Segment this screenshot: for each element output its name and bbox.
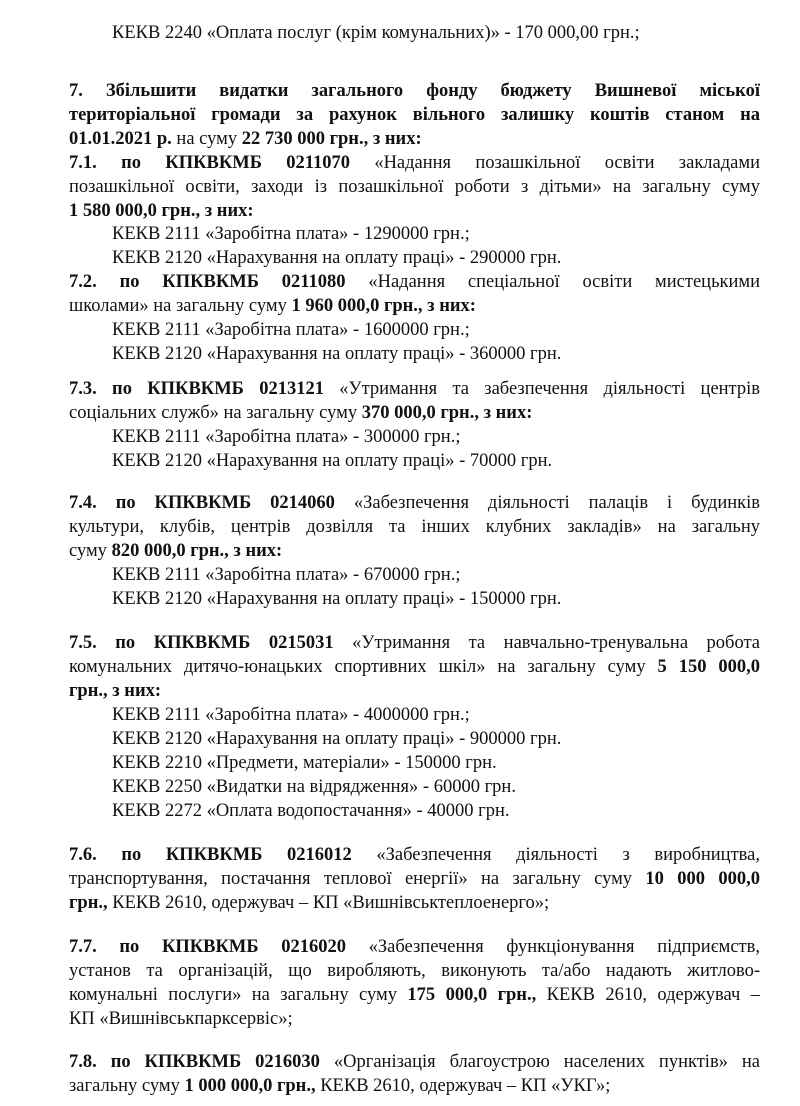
item-7-6-sum-amount: 10 000 000,0 xyxy=(645,869,761,889)
item-7-6-line-1: 7.6. по КПКВКМБ 0216012 «Забезпечення діяльності з виробництва, xyxy=(69,845,760,865)
section-7-heading-line-3: 01.01.2021 р. на суму 22 730 000 грн., з них: xyxy=(69,129,422,149)
item-7-6-line-2: транспортування, постачання теплової енергії» на загальну суму 10 000 000,0 xyxy=(69,869,761,889)
item-7-4-line-2: культури, клубів, центрів дозвілля та інших клубних закладів» на загальну xyxy=(69,517,760,537)
item-7-7-line-3: комунальні послуги» на загальну суму 175 000,0 грн., КЕКВ 2610, одержувач – xyxy=(69,985,760,1005)
item-7-4-line-3: суму 820 000,0 грн., з них: xyxy=(69,541,283,561)
item-7-5-kekv-1: КЕКВ 2111 «Заробітна плата» - 4000000 грн.; xyxy=(112,705,470,725)
item-7-1-kekv-1: КЕКВ 2111 «Заробітна плата» - 1290000 грн.; xyxy=(112,224,470,244)
item-7-1-sum: 1 580 000,0 грн., з них: xyxy=(69,201,254,221)
item-7-8-sum: 1 000 000,0 грн., xyxy=(184,1076,316,1096)
item-7-6-code: 7.6. по КПКВКМБ 0216012 xyxy=(69,845,352,865)
section-7-heading-line-2: територіальної громади за рахунок вільного залишку коштів станом на xyxy=(69,105,760,125)
item-7-2-line-2: школами» на загальну суму 1 960 000,0 грн., з них: xyxy=(69,296,476,316)
item-7-8-line-2: загальну суму 1 000 000,0 грн., КЕКВ 2610, одержувач – КП «УКГ»; xyxy=(69,1076,611,1096)
item-7-5-sum-amount: 5 150 000,0 xyxy=(657,657,760,677)
item-7-8-line-1: 7.8. по КПКВКМБ 0216030 «Організація благоустрою населених пунктів» на xyxy=(69,1052,760,1072)
item-7-7-line-1: 7.7. по КПКВКМБ 0216020 «Забезпечення функціонування підприємств, xyxy=(69,937,760,957)
kekv-2240-line: КЕКВ 2240 «Оплата послуг (крім комунальних)» - 170 000,00 грн.; xyxy=(112,23,640,43)
item-7-4-sum: 820 000,0 грн., з них: xyxy=(111,541,283,561)
item-7-5-line-3 xyxy=(69,679,161,703)
item-7-7-code: 7.7. по КПКВКМБ 0216020 xyxy=(69,937,347,957)
item-7-5-kekv-5: КЕКВ 2272 «Оплата водопостачання» - 40000 грн. xyxy=(112,801,510,821)
item-7-2-kekv-1: КЕКВ 2111 «Заробітна плата» - 1600000 грн.; xyxy=(112,320,470,340)
item-7-7-line-4: КП «Вишнівськпарксервіс»; xyxy=(69,1009,293,1029)
item-7-3-kekv-2: КЕКВ 2120 «Нарахування на оплату праці» - 70000 грн. xyxy=(112,451,553,471)
item-7-3-line-1: 7.3. по КПКВКМБ 0213121 «Утримання та забезпечення діяльності центрів xyxy=(69,379,760,399)
item-7-2-code: 7.2. по КПКВКМБ 0211080 xyxy=(69,272,346,292)
item-7-8-code: 7.8. по КПКВКМБ 0216030 xyxy=(69,1052,320,1072)
item-7-1-line-3 xyxy=(69,199,254,223)
item-7-4-line-1: 7.4. по КПКВКМБ 0214060 «Забезпечення діяльності палаців і будинків xyxy=(69,493,761,513)
item-7-1-code: 7.1. по КПКВКМБ 0211070 xyxy=(69,153,350,173)
item-7-1-line-1: 7.1. по КПКВКМБ 0211070 «Надання позашкільної освіти закладами xyxy=(69,153,760,173)
item-7-7-sum: 175 000,0 грн., xyxy=(407,985,537,1005)
total-sum: 22 730 000 грн., з них: xyxy=(241,129,422,149)
section-7-heading-line-1: 7. Збільшити видатки загального фонду бюджету Вишневої міської xyxy=(69,81,760,101)
balance-date: 01.01.2021 р. xyxy=(69,129,172,149)
item-7-5-line-2: комунальних дитячо-юнацьких спортивних шкіл» на загальну суму 5 150 000,0 xyxy=(69,657,760,677)
item-7-2-line-1: 7.2. по КПКВКМБ 0211080 «Надання спеціальної освіти мистецькими xyxy=(69,272,760,292)
item-7-4-code: 7.4. по КПКВКМБ 0214060 xyxy=(69,493,335,513)
item-7-3-kekv-1: КЕКВ 2111 «Заробітна плата» - 300000 грн.; xyxy=(112,427,461,447)
item-7-5-kekv-2: КЕКВ 2120 «Нарахування на оплату праці» - 900000 грн. xyxy=(112,729,562,749)
item-7-5-sum: грн., з них: xyxy=(69,681,162,701)
item-7-6-line-3: грн., КЕКВ 2610, одержувач – КП «Вишнівськтеплоенерго»; xyxy=(69,893,550,913)
item-7-3-line-2: соціальних служб» на загальну суму 370 000,0 грн., з них: xyxy=(69,403,533,423)
item-7-5-kekv-3: КЕКВ 2210 «Предмети, матеріали» - 150000 грн. xyxy=(112,753,497,773)
item-7-3-sum: 370 000,0 грн., з них: xyxy=(361,403,533,423)
item-7-7-line-2: установ та організацій, що виробляють, виконують та/або надають житлово- xyxy=(69,961,760,981)
item-7-5-kekv-4: КЕКВ 2250 «Видатки на відрядження» - 60000 грн. xyxy=(112,777,516,797)
item-7-1-line-2: позашкільної освіти, заходи із позашкільної роботи з дітьми» на загальну суму xyxy=(69,177,760,197)
item-7-5-line-1: 7.5. по КПКВКМБ 0215031 «Утримання та навчально-тренувальна робота xyxy=(69,633,760,653)
item-7-4-kekv-2: КЕКВ 2120 «Нарахування на оплату праці» - 150000 грн. xyxy=(112,589,562,609)
item-7-2-sum: 1 960 000,0 грн., з них: xyxy=(291,296,476,316)
item-7-1-kekv-2: КЕКВ 2120 «Нарахування на оплату праці» - 290000 грн. xyxy=(112,248,562,268)
item-7-3-code: 7.3. по КПКВКМБ 0213121 xyxy=(69,379,324,399)
item-7-2-kekv-2: КЕКВ 2120 «Нарахування на оплату праці» - 360000 грн. xyxy=(112,344,562,364)
item-7-5-code: 7.5. по КПКВКМБ 0215031 xyxy=(69,633,334,653)
item-7-4-kekv-1: КЕКВ 2111 «Заробітна плата» - 670000 грн.; xyxy=(112,565,461,585)
